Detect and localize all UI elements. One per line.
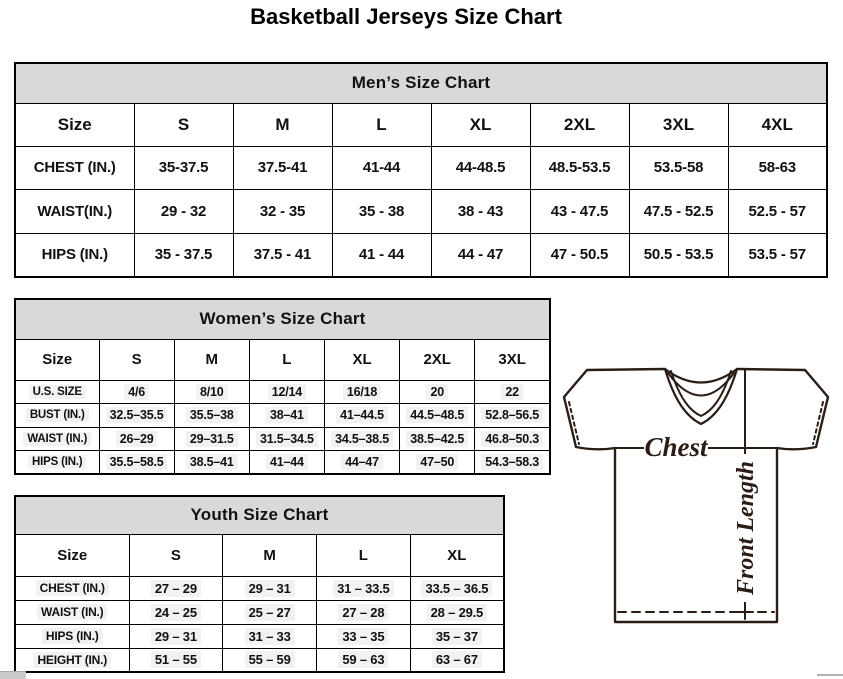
youth-table-row xyxy=(15,648,504,672)
men-size-col-s: S xyxy=(134,103,233,146)
jersey-outline xyxy=(564,369,828,622)
value-cell: 28 – 29.5 xyxy=(410,600,504,624)
value-cell: 48.5-53.5 xyxy=(530,146,629,190)
women-table-row xyxy=(15,380,550,404)
row-label: HEIGHT (IN.) xyxy=(15,648,129,672)
row-label: U.S. SIZE xyxy=(15,380,99,404)
row-label: CHEST (IN.) xyxy=(15,146,134,190)
row-label: WAIST (IN.) xyxy=(15,427,99,451)
women-table-row xyxy=(15,451,550,475)
row-label: WAIST(IN.) xyxy=(15,190,134,234)
value-cell: 37.5-41 xyxy=(233,146,332,190)
men-table-row xyxy=(15,233,827,277)
men-size-col-4xl: 4XL xyxy=(728,103,827,146)
value-cell: 38–41 xyxy=(249,404,324,428)
men-table-row xyxy=(15,146,827,190)
men-size-col-l: L xyxy=(332,103,431,146)
value-cell: 20 xyxy=(400,380,475,404)
value-cell: 22 xyxy=(475,380,550,404)
value-cell: 51 – 55 xyxy=(129,648,223,672)
value-cell: 35 – 37 xyxy=(410,624,504,648)
jersey-measurement-diagram xyxy=(556,356,843,632)
value-cell: 8/10 xyxy=(174,380,249,404)
scrollbar-fragment-left[interactable] xyxy=(0,671,26,679)
value-cell: 4/6 xyxy=(99,380,174,404)
women-size-label: Size xyxy=(15,339,99,380)
row-label: WAIST (IN.) xyxy=(15,600,129,624)
value-cell: 29 - 32 xyxy=(134,190,233,234)
value-cell: 43 - 47.5 xyxy=(530,190,629,234)
value-cell: 55 – 59 xyxy=(223,648,317,672)
value-cell: 29 – 31 xyxy=(129,624,223,648)
value-cell: 38 - 43 xyxy=(431,190,530,234)
page-title: Basketball Jerseys Size Chart xyxy=(250,4,562,29)
women-size-col-l: L xyxy=(249,339,324,380)
value-cell: 52.5 - 57 xyxy=(728,190,827,234)
value-cell: 47 - 50.5 xyxy=(530,233,629,277)
value-cell: 53.5 - 57 xyxy=(728,233,827,277)
value-cell: 44.5–48.5 xyxy=(400,404,475,428)
men-size-col-2xl: 2XL xyxy=(530,103,629,146)
mens-size-chart-table xyxy=(14,62,828,278)
youth-size-col-xl: XL xyxy=(410,534,504,576)
youth-table-row xyxy=(15,600,504,624)
men-chart-title: Men’s Size Chart xyxy=(15,63,827,103)
value-cell: 12/14 xyxy=(249,380,324,404)
value-cell: 58-63 xyxy=(728,146,827,190)
value-cell: 35.5–58.5 xyxy=(99,451,174,475)
youth-chart-title: Youth Size Chart xyxy=(15,496,504,534)
women-size-col-s: S xyxy=(99,339,174,380)
value-cell: 44-48.5 xyxy=(431,146,530,190)
value-cell: 31 – 33 xyxy=(223,624,317,648)
value-cell: 41–44.5 xyxy=(324,404,399,428)
women-size-col-xl: XL xyxy=(324,339,399,380)
men-table xyxy=(14,62,828,278)
value-cell: 35 - 37.5 xyxy=(134,233,233,277)
men-size-col-3xl: 3XL xyxy=(629,103,728,146)
value-cell: 32.5–35.5 xyxy=(99,404,174,428)
women-size-col-3xl: 3XL xyxy=(475,339,550,380)
value-cell: 24 – 25 xyxy=(129,600,223,624)
value-cell: 29–31.5 xyxy=(174,427,249,451)
chest-label-group xyxy=(644,432,709,462)
women-table xyxy=(14,298,551,475)
womens-size-chart-table xyxy=(14,298,551,475)
value-cell: 38.5–42.5 xyxy=(400,427,475,451)
row-label: CHEST (IN.) xyxy=(15,576,129,600)
men-size-col-m: M xyxy=(233,103,332,146)
women-size-col-2xl: 2XL xyxy=(400,339,475,380)
women-chart-title: Women’s Size Chart xyxy=(15,299,550,339)
value-cell: 32 - 35 xyxy=(233,190,332,234)
women-table-row xyxy=(15,427,550,451)
chest-label: Chest xyxy=(644,432,708,462)
value-cell: 50.5 - 53.5 xyxy=(629,233,728,277)
youth-size-label: Size xyxy=(15,534,129,576)
value-cell: 41-44 xyxy=(332,146,431,190)
value-cell: 33.5 – 36.5 xyxy=(410,576,504,600)
youth-table-row xyxy=(15,624,504,648)
women-table-row xyxy=(15,404,550,428)
men-table-row xyxy=(15,190,827,234)
youth-size-chart-table xyxy=(14,495,505,673)
youth-size-col-l: L xyxy=(317,534,411,576)
youth-size-col-s: S xyxy=(129,534,223,576)
youth-size-col-m: M xyxy=(223,534,317,576)
value-cell: 38.5–41 xyxy=(174,451,249,475)
value-cell: 31 – 33.5 xyxy=(317,576,411,600)
value-cell: 47.5 - 52.5 xyxy=(629,190,728,234)
value-cell: 25 – 27 xyxy=(223,600,317,624)
value-cell: 44–47 xyxy=(324,451,399,475)
front-length-label-group xyxy=(732,454,759,602)
value-cell: 35-37.5 xyxy=(134,146,233,190)
value-cell: 27 – 29 xyxy=(129,576,223,600)
value-cell: 27 – 28 xyxy=(317,600,411,624)
value-cell: 44 - 47 xyxy=(431,233,530,277)
value-cell: 63 – 67 xyxy=(410,648,504,672)
value-cell: 33 – 35 xyxy=(317,624,411,648)
value-cell: 35 - 38 xyxy=(332,190,431,234)
men-size-label: Size xyxy=(15,103,134,146)
value-cell: 41–44 xyxy=(249,451,324,475)
value-cell: 46.8–50.3 xyxy=(475,427,550,451)
value-cell: 54.3–58.3 xyxy=(475,451,550,475)
value-cell: 35.5–38 xyxy=(174,404,249,428)
men-size-col-xl: XL xyxy=(431,103,530,146)
value-cell: 37.5 - 41 xyxy=(233,233,332,277)
value-cell: 26–29 xyxy=(99,427,174,451)
value-cell: 41 - 44 xyxy=(332,233,431,277)
value-cell: 31.5–34.5 xyxy=(249,427,324,451)
row-label: BUST (IN.) xyxy=(15,404,99,428)
value-cell: 52.8–56.5 xyxy=(475,404,550,428)
youth-table xyxy=(14,495,505,673)
front-length-label: Front Length xyxy=(733,460,759,596)
row-label: HIPS (IN.) xyxy=(15,451,99,475)
women-size-col-m: M xyxy=(174,339,249,380)
value-cell: 34.5–38.5 xyxy=(324,427,399,451)
value-cell: 29 – 31 xyxy=(223,576,317,600)
value-cell: 47–50 xyxy=(400,451,475,475)
value-cell: 59 – 63 xyxy=(317,648,411,672)
scrollbar-fragment-right[interactable] xyxy=(817,674,843,676)
value-cell: 53.5-58 xyxy=(629,146,728,190)
youth-table-row xyxy=(15,576,504,600)
value-cell: 16/18 xyxy=(324,380,399,404)
row-label: HIPS (IN.) xyxy=(15,624,129,648)
row-label: HIPS (IN.) xyxy=(15,233,134,277)
